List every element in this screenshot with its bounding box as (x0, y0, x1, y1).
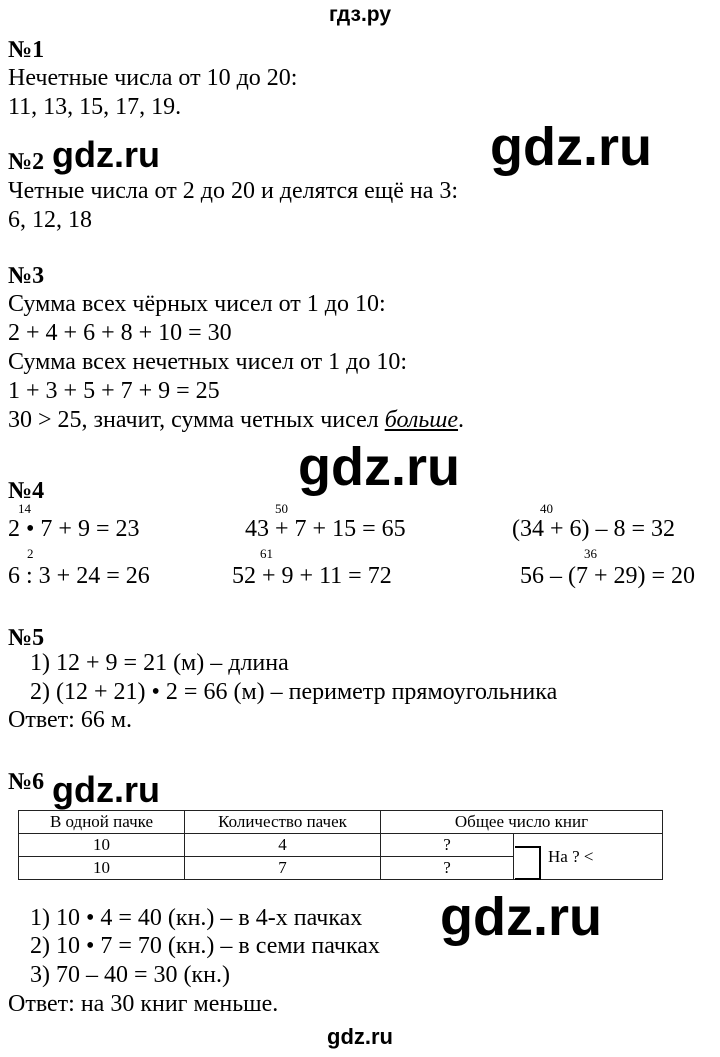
header-cell: Количество пачек (185, 811, 381, 834)
cell: 7 (185, 857, 381, 880)
task-5-line: 1) 12 + 9 = 21 (м) – длина (30, 650, 289, 676)
cell: 10 (19, 834, 185, 857)
cell: ? (381, 834, 514, 857)
task-4-title: №4 (8, 478, 45, 504)
compare-cell: На ? < (514, 834, 663, 880)
text: 30 > 25, значит, сумма четных чисел (8, 407, 385, 433)
text: . (458, 407, 465, 433)
task-6-line: 3) 70 – 40 = 30 (кн.) (30, 962, 231, 988)
watermark: gdz.ru (52, 769, 160, 810)
note: 40 (540, 501, 553, 516)
note: 14 (18, 501, 31, 516)
task-6-line: 1) 10 • 4 = 40 (кн.) – в 4-х пачках (30, 905, 363, 931)
note: 61 (260, 546, 273, 561)
task-1-line: Нечетные числа от 10 до 20: (8, 65, 298, 91)
note: 50 (275, 501, 288, 516)
task-1-title: №1 (8, 37, 45, 63)
note: 36 (584, 546, 597, 561)
books-table (18, 810, 663, 880)
cell: 4 (185, 834, 381, 857)
task-5-line: 2) (12 + 21) • 2 = 66 (м) – периметр прямоугольника (30, 679, 558, 705)
compare-bracket-icon (515, 846, 541, 880)
expression: 56 – (7 + 29) = 20 (520, 563, 696, 589)
site-header: гдз.ру (328, 3, 392, 26)
expression: 6 : 3 + 24 = 26 (8, 563, 150, 589)
expression: (34 + 6) – 8 = 32 (512, 516, 676, 542)
task-3-line: Сумма всех нечетных чисел от 1 до 10: (8, 349, 408, 375)
task-3-title: №3 (8, 263, 45, 289)
task-6-answer: Ответ: на 30 книг меньше. (8, 991, 279, 1017)
watermark: gdz.ru (490, 117, 652, 177)
watermark: gdz.ru (440, 887, 602, 947)
task-2-line: Четные числа от 2 до 20 и делятся ещё на 3: (8, 178, 459, 204)
note: 2 (27, 546, 34, 561)
task-1-line: 11, 13, 15, 17, 19. (8, 94, 182, 120)
task-3-line: Сумма всех чёрных чисел от 1 до 10: (8, 291, 386, 317)
task-5-title: №5 (8, 625, 45, 651)
site-footer: gdz.ru (327, 1024, 393, 1049)
task-6-line: 2) 10 • 7 = 70 (кн.) – в семи пачках (30, 933, 380, 959)
task-5-answer: Ответ: 66 м. (8, 707, 133, 733)
task-3-conclusion (8, 406, 464, 434)
header-cell: Общее число книг (381, 811, 663, 834)
task-3-line: 2 + 4 + 6 + 8 + 10 = 30 (8, 320, 232, 346)
expression: 52 + 9 + 11 = 72 (232, 563, 392, 589)
cell: ? (381, 857, 514, 880)
watermark: gdz.ru (298, 437, 460, 497)
task-3-line: 1 + 3 + 5 + 7 + 9 = 25 (8, 378, 220, 404)
task-6-title: №6 (8, 769, 45, 795)
task-2-line: 6, 12, 18 (8, 207, 92, 233)
watermark: gdz.ru (52, 134, 160, 175)
expression: 2 • 7 + 9 = 23 (8, 516, 140, 542)
header-cell: В одной пачке (19, 811, 185, 834)
expression: 43 + 7 + 15 = 65 (245, 516, 406, 542)
task-2-title: №2 (8, 149, 45, 175)
cell: 10 (19, 857, 185, 880)
emphasis: больше (384, 407, 459, 433)
